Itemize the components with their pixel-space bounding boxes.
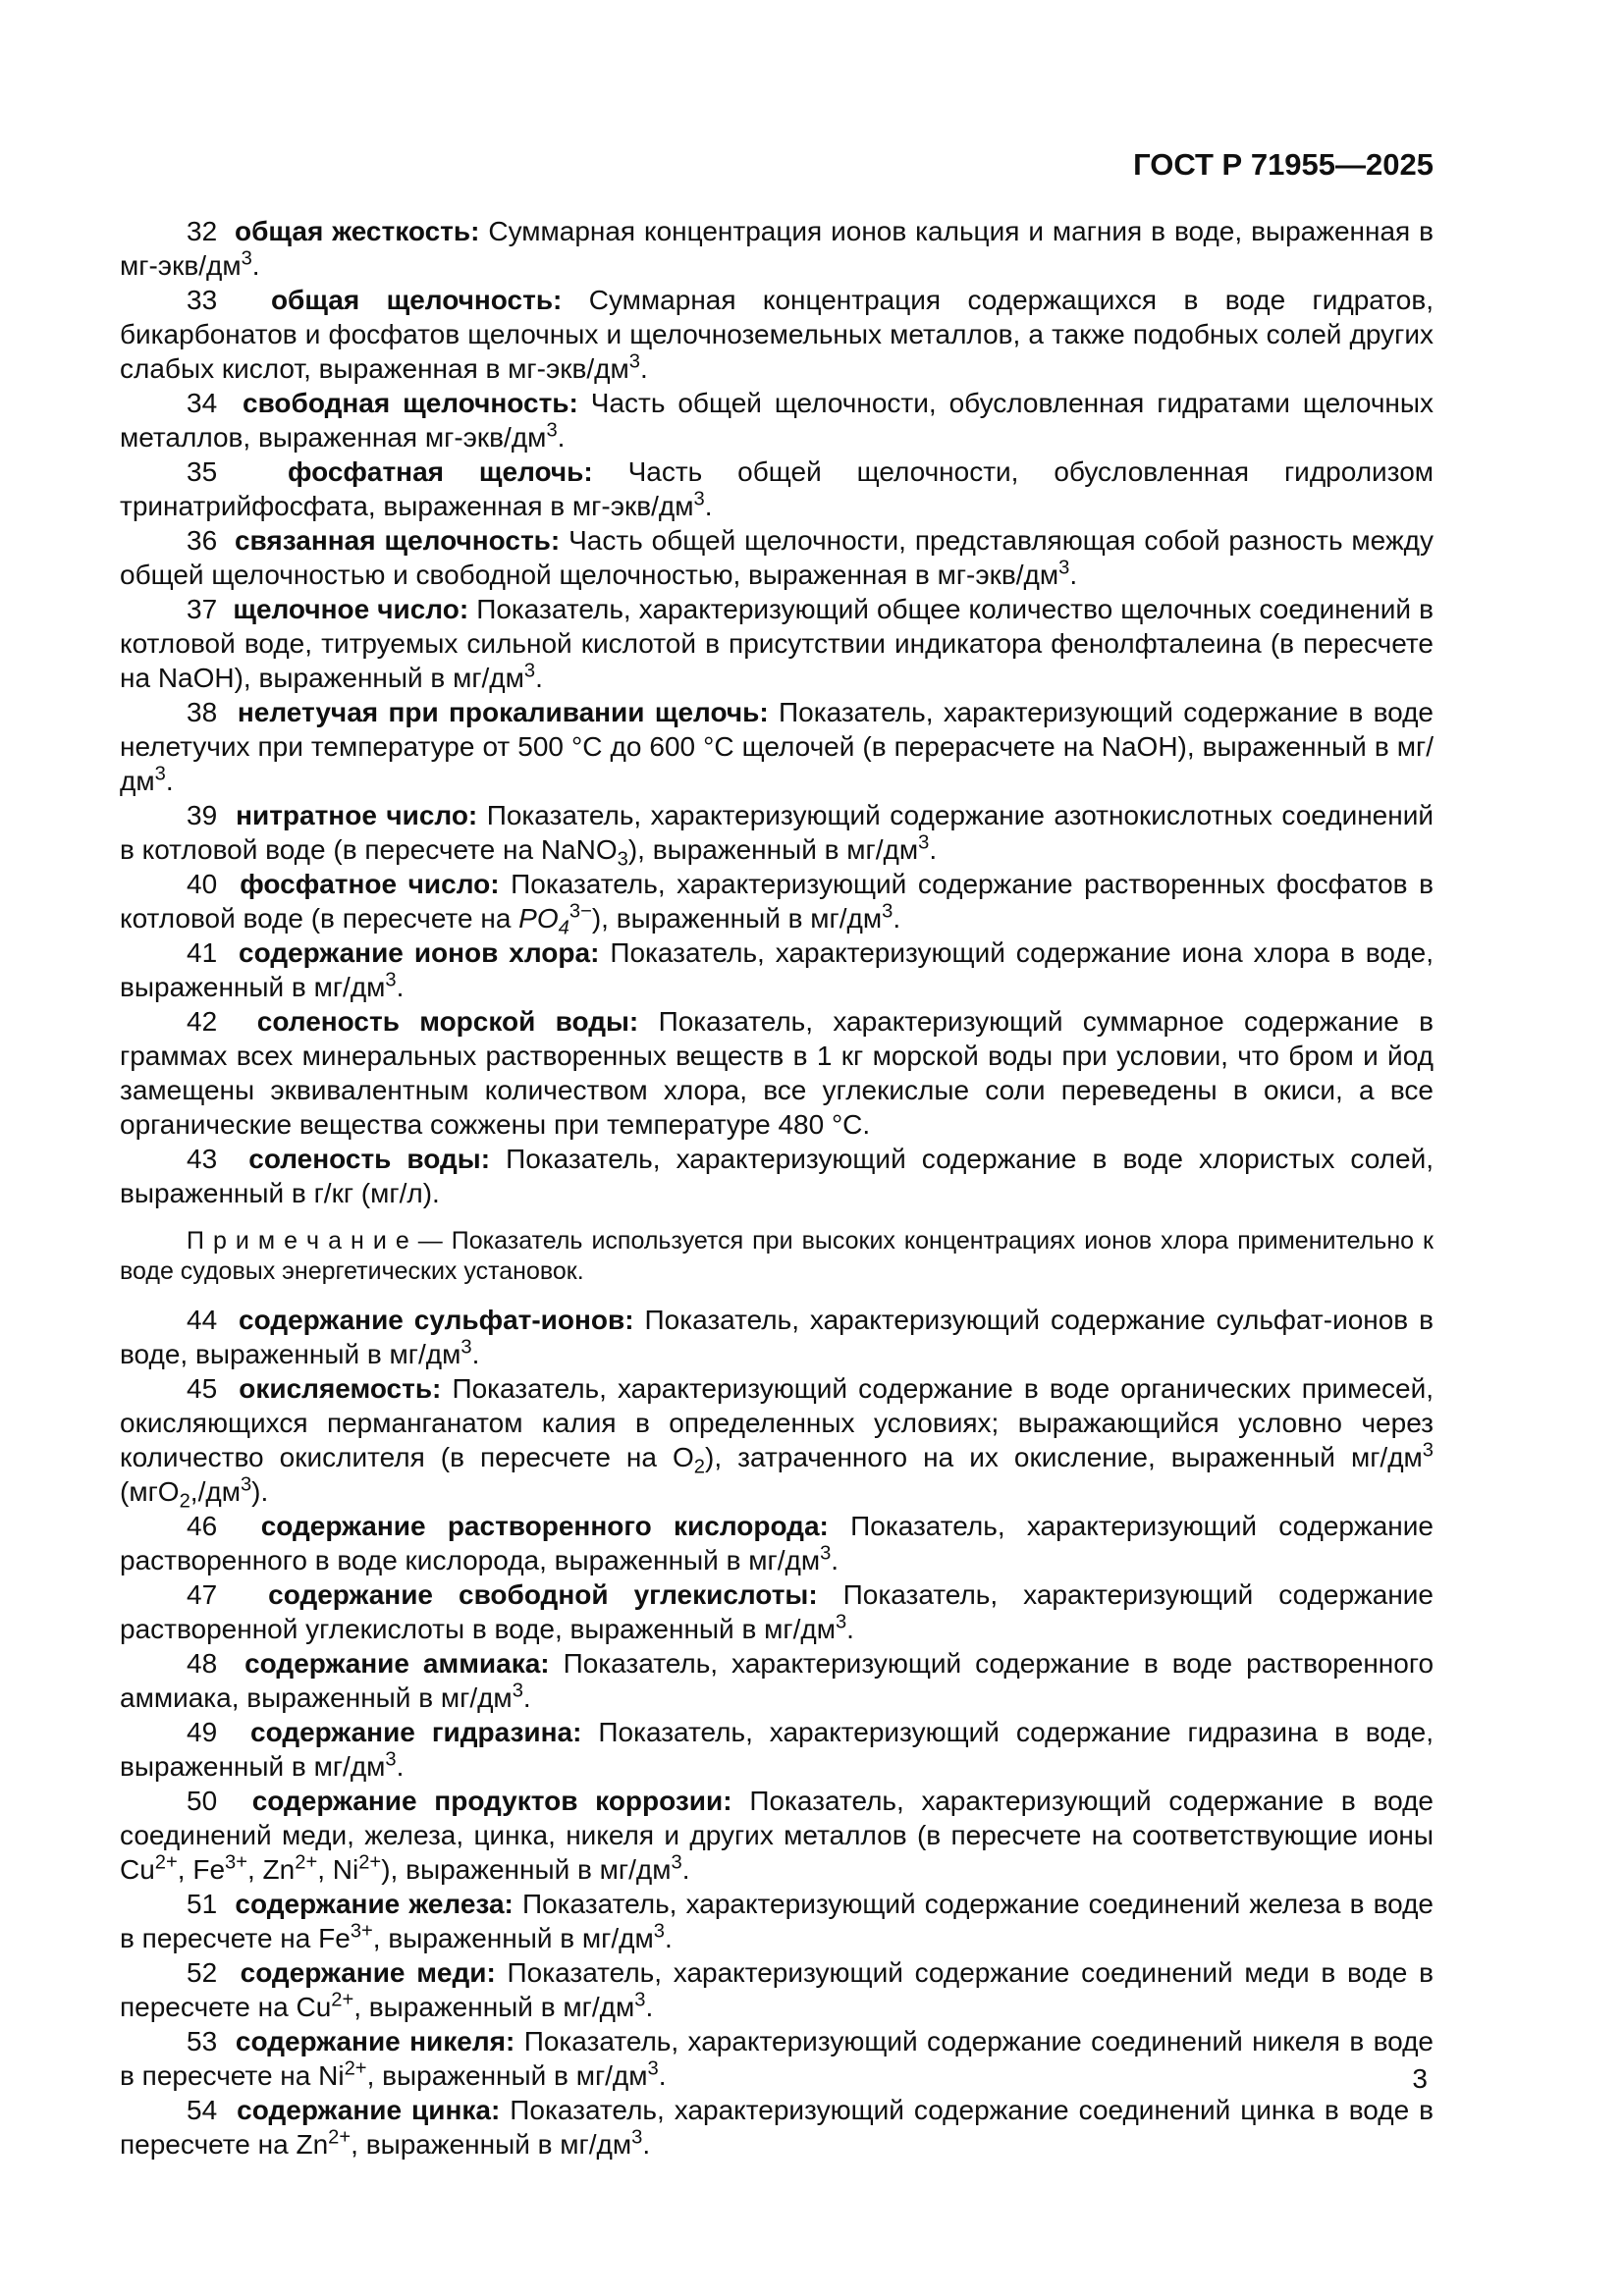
text-run: 3	[523, 660, 536, 682]
text-run: Показатель, характеризующий содержание в воде растворенного аммиака, выраженный в мг/дм	[120, 1648, 1435, 1713]
term-label: нитратное число:	[236, 800, 487, 830]
text-run: .	[893, 903, 901, 934]
text-run: 45	[187, 1373, 240, 1404]
standard-designation: ГОСТ Р 71955—2025	[1133, 147, 1434, 182]
term-label: общая жесткость:	[235, 216, 489, 246]
term-definition	[120, 1955, 1434, 2024]
text-run: 3	[385, 969, 397, 991]
text-run: ), выраженный в мг/дм	[627, 834, 919, 865]
text-run: .	[522, 1682, 531, 1713]
text-run: Часть общей щелочности, представляющая собой разность между общей щелочностью и свободной щелочностью, выраженная в мг-экв/дм	[120, 525, 1435, 590]
text-run: .	[642, 2129, 651, 2160]
text-run: ), выраженный в мг/дм	[381, 1854, 672, 1885]
text-run: Показатель, характеризующий содержание в воде органических примесей, окисляющихся перманганатом калия в определенных условиях; выражающийся условно через количество окислителя (в пересчете на O	[120, 1373, 1434, 1472]
page-number: 3	[1412, 2063, 1428, 2094]
text-run: 38	[187, 697, 238, 727]
text-run: .	[251, 250, 260, 281]
text-run: 47	[187, 1579, 269, 1610]
text-run: 37	[187, 594, 234, 624]
text-run: (мгO	[120, 1476, 180, 1507]
text-run: 2+	[358, 1851, 382, 1874]
text-run: Часть общей щелочности, обусловленная гидратами щелочных металлов, выраженная мг-экв/дм	[120, 388, 1435, 453]
text-run: 3	[918, 831, 930, 854]
text-run: 48	[187, 1648, 245, 1679]
text-run: .	[639, 353, 648, 384]
text-run: 3	[385, 1748, 397, 1771]
text-run: 43	[187, 1144, 249, 1174]
term-definition	[120, 1887, 1434, 1955]
term-label: общая щелочность:	[270, 285, 589, 315]
text-run: Показатель, характеризующий содержание растворенной углекислоты в воде, выраженный в мг/дм	[120, 1579, 1434, 1644]
text-run: 3	[1058, 557, 1070, 579]
text-run: 35	[187, 456, 288, 487]
term-label: фосфатное число:	[240, 869, 512, 899]
text-run: .	[645, 1992, 654, 2022]
text-run: 3	[653, 1920, 665, 1943]
text-run: 3	[882, 900, 893, 923]
text-run: .	[396, 1751, 405, 1782]
term-label: содержание гидразина:	[250, 1717, 599, 1747]
text-run: .	[471, 1339, 480, 1369]
text-run: .	[704, 491, 713, 521]
text-run: Показатель, характеризующий общее количество щелочных соединений в котловой воде, титруемых сильной кислотой в присутствии индикатора фенолфталеина (в пересчете на NaOH), выраженный в мг/дм	[120, 594, 1435, 693]
term-definition	[120, 454, 1434, 523]
term-definition	[120, 1715, 1434, 1784]
text-run: 2+	[295, 1851, 318, 1874]
text-run: Показатель, характеризующий содержание растворенного в воде кислорода, выраженный в мг/дм	[120, 1511, 1434, 1575]
text-run: 40	[187, 869, 241, 899]
term-label: соленость морской воды:	[256, 1006, 659, 1037]
term-label: соленость воды:	[248, 1144, 507, 1174]
term-definition	[120, 935, 1434, 1004]
text-run: 52	[187, 1957, 241, 1988]
text-run: Часть общей щелочности, обусловленная гидролизом тринатрийфосфата, выраженная в мг-экв/дм	[120, 456, 1435, 521]
text-run: 34	[187, 388, 244, 418]
text-run: 2	[179, 1490, 190, 1513]
text-run: 3	[1422, 1439, 1435, 1462]
term-definition	[120, 798, 1434, 871]
text-run: .	[929, 834, 938, 865]
terms-section	[120, 214, 1434, 2162]
text-run: Суммарная концентрация содержащихся в воде гидратов, бикарбонатов и фосфатов щелочных и щелочноземельных металлов, а также подобных солей других слабых кислот, выраженная в мг-экв/дм	[120, 285, 1434, 384]
text-run: 3	[240, 1473, 252, 1496]
text-run: , выраженный в мг/дм	[351, 2129, 632, 2160]
page-header	[120, 147, 1434, 183]
text-run: 3	[546, 419, 558, 442]
term-definition	[120, 1004, 1434, 1142]
term-definition	[120, 1371, 1435, 1513]
term-definition	[120, 386, 1434, 454]
term-label: содержание растворенного кислорода:	[260, 1511, 851, 1541]
text-run: 3+	[350, 1920, 373, 1943]
text-run: 42	[187, 1006, 257, 1037]
term-definition	[120, 283, 1434, 386]
text-run: Показатель, характеризующий содержание соединений цинка в воде в пересчете на Zn	[120, 2095, 1435, 2160]
text-run: ).	[251, 1476, 269, 1507]
text-run: ,/дм	[189, 1476, 241, 1507]
term-label: содержание свободной углекислоты:	[268, 1579, 843, 1610]
text-run: 36	[187, 525, 235, 556]
text-run: 3−	[568, 900, 592, 923]
term-definition	[120, 2024, 1434, 2093]
term-label: свободная щелочность:	[243, 388, 591, 418]
text-run: .	[831, 1545, 839, 1575]
note-paragraph	[120, 1226, 1434, 1287]
text-run: Показатель, характеризующий содержание соединений никеля в воде в пересчете на Ni	[120, 2026, 1434, 2091]
text-run: 2	[693, 1456, 706, 1478]
term-definition	[120, 1509, 1434, 1577]
text-run: 2+	[328, 2126, 352, 2149]
text-run: Показатель, характеризующий суммарное содержание в граммах всех минеральных растворенных веществ в 1 кг морской воды при условии, что бром и йод замещены эквивалентным количеством хлора, все углекислые соли переведены в окиси, а все органические вещества сожжены при температуре 480 °С.	[120, 1006, 1434, 1140]
term-label: нелетучая при прокаливании щелочь:	[237, 697, 779, 727]
term-definition	[120, 1784, 1434, 1887]
text-run: 39	[187, 800, 237, 830]
text-run: 3+	[225, 1851, 247, 1874]
text-run: .	[396, 972, 405, 1002]
text-run: ), затраченного на их окисление, выраженный мг/дм	[705, 1442, 1423, 1472]
term-label: содержание продуктов коррозии:	[251, 1786, 750, 1816]
text-run: 49	[187, 1717, 251, 1747]
text-run: 3	[241, 247, 252, 270]
text-run: 3	[512, 1680, 523, 1702]
term-label: содержание меди:	[240, 1957, 508, 1988]
text-run: Показатель, характеризующий содержание гидразина в воде, выраженный в мг/дм	[120, 1717, 1435, 1782]
text-run: Показатель, характеризующий содержание в воде нелетучих при температуре от 500 °С до 600 °С щелочей (в перерасчете на NaOH), выраженный в мг/дм	[120, 697, 1435, 796]
text-run: Показатель, характеризующий содержание иона хлора в воде, выраженный в мг/дм	[120, 937, 1434, 1002]
text-run: .	[1069, 560, 1078, 590]
text-run: Показатель, характеризующий содержание растворенных фосфатов в котловой воде (в пересчете на	[120, 869, 1435, 934]
term-definition	[120, 695, 1434, 798]
term-label: щелочное число:	[233, 594, 477, 624]
text-run: 50	[187, 1786, 252, 1816]
term-label: содержание аммиака:	[244, 1648, 564, 1679]
text-run: 3	[634, 1989, 646, 2011]
text-run: 2+	[154, 1851, 178, 1874]
text-run: 33	[187, 285, 271, 315]
text-run: .	[658, 2060, 667, 2091]
text-run: PO	[518, 903, 559, 934]
term-definition	[120, 523, 1434, 592]
text-run: , выраженный в мг/дм	[372, 1923, 654, 1953]
text-run: .	[165, 766, 174, 796]
term-label: содержание сульфат-ионов:	[239, 1305, 645, 1335]
term-definition	[120, 1577, 1434, 1646]
text-run: , Fe	[177, 1854, 226, 1885]
term-label: содержание железа:	[235, 1889, 522, 1919]
text-run: .	[535, 663, 543, 693]
text-run: .	[681, 1854, 690, 1885]
term-definition	[120, 592, 1434, 695]
text-run: , Ni	[317, 1854, 359, 1885]
term-definition	[120, 1303, 1434, 1371]
text-run: 2+	[344, 2057, 367, 2080]
text-run: .	[846, 1614, 854, 1644]
text-run: 51	[187, 1889, 236, 1919]
term-label: связанная щелочность:	[234, 525, 569, 556]
text-run: 53	[187, 2026, 236, 2056]
text-run: 3	[820, 1542, 832, 1565]
text-run: 46	[187, 1511, 261, 1541]
text-run: 3	[460, 1336, 472, 1359]
term-label: окисляемость:	[239, 1373, 453, 1404]
term-label: содержание цинка:	[237, 2095, 511, 2125]
term-definition	[120, 1142, 1434, 1210]
term-definition	[120, 1646, 1434, 1715]
text-run: 41	[187, 937, 240, 968]
text-run: ), выраженный в мг/дм	[591, 903, 883, 934]
text-run: 3	[671, 1851, 682, 1874]
text-run: Показатель, характеризующий содержание соединений меди в воде в пересчете на Cu	[120, 1957, 1434, 2022]
text-run: , Zn	[247, 1854, 296, 1885]
text-run: 3	[647, 2057, 659, 2080]
term-definition	[120, 867, 1435, 939]
term-label: фосфатная щелочь:	[287, 456, 628, 487]
text-run: 44	[187, 1305, 240, 1335]
text-run: 32	[187, 216, 236, 246]
text-run: , выраженный в мг/дм	[366, 2060, 648, 2091]
text-run: 3	[617, 848, 628, 871]
text-run: .	[557, 422, 566, 453]
text-run: 3	[835, 1611, 847, 1633]
text-run: 3	[631, 2126, 643, 2149]
text-run: .	[664, 1923, 673, 1953]
text-run: Показатель, характеризующий содержание соединений железа в воде в пересчете на Fe	[120, 1889, 1435, 1953]
text-run: 54	[187, 2095, 238, 2125]
term-label: содержание никеля:	[235, 2026, 524, 2056]
text-run: 3	[693, 488, 705, 510]
text-run: 3	[628, 350, 640, 373]
text-run: , выраженный в мг/дм	[353, 1992, 635, 2022]
text-run: Показатель, характеризующий содержание азотнокислотных соединений в котловой воде (в пересчете на NaNO	[120, 800, 1434, 865]
text-run: 3	[154, 763, 166, 785]
text-run: Показатель, характеризующий содержание сульфат-ионов в воде, выраженный в мг/дм	[120, 1305, 1434, 1369]
term-label: содержание ионов хлора:	[239, 937, 611, 968]
text-run: 2+	[331, 1989, 354, 2011]
term-definition	[120, 2093, 1434, 2162]
text-run: Показатель, характеризующий содержание в воде хлористых солей, выраженный в г/кг (мг/л).	[120, 1144, 1435, 1208]
text-run: П р и м е ч а н и е — Показатель используется при высоких концентрациях ионов хлора применительно к воде судовых энергетических установок.	[120, 1227, 1434, 1285]
text-run: Суммарная концентрация ионов кальция и магния в воде, выраженная в мг-экв/дм	[120, 216, 1434, 281]
term-definition	[120, 214, 1434, 283]
text-run: 4	[558, 917, 569, 939]
text-run: Показатель, характеризующий содержание в воде соединений меди, железа, цинка, никеля и других металлов (в пересчете на соответствующие ионы Cu	[120, 1786, 1434, 1885]
